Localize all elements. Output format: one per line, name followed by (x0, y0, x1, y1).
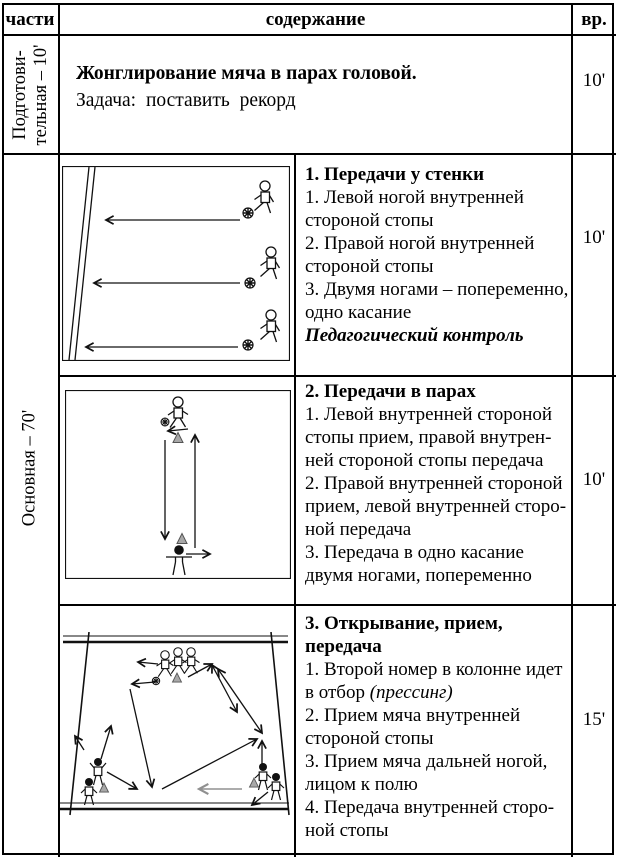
cone-icon (100, 783, 109, 792)
text-line: 1. Передачи у стенки (305, 164, 485, 185)
player-icon (183, 648, 200, 674)
text-line: 1. Второй номер в колонне идет (305, 659, 563, 680)
exercise-2-text (305, 380, 575, 587)
text-line: 2. Правой внутренней стороной (305, 473, 563, 494)
row-divider-3 (58, 604, 616, 606)
time-exercise-2: 10' (582, 469, 606, 490)
pass-arrow (138, 662, 158, 664)
soccer-ball-icon (161, 418, 169, 426)
run-arrow (101, 726, 111, 759)
warmup-title: Жонглирование мяча в парах головой. (76, 63, 417, 84)
exercise-3-text (305, 612, 575, 842)
pressing-italic: (прессинг) (369, 682, 453, 703)
text-line: 4. Передача внутренней сторо- (305, 797, 555, 818)
exercise-1-title (305, 163, 575, 186)
text-line: 3. Двумя ногами – попеременно, (305, 279, 569, 300)
exercise-2-title (305, 380, 575, 403)
exercise-3-items-b (305, 704, 575, 842)
text-line: стороной стопы (305, 728, 434, 749)
text-line: 2. Правой ногой внутренней (305, 233, 535, 254)
text-line: стороной стопы (305, 210, 434, 231)
text-line: 3. Прием мяча дальней ногой, (305, 751, 548, 772)
row-divider-1 (2, 153, 616, 155)
header-time: вр. (581, 9, 607, 30)
run-arrow (107, 772, 137, 789)
cone-icon (250, 778, 259, 787)
diagram-frame (63, 167, 290, 361)
soccer-ball-icon (243, 208, 253, 218)
exercise-3-title (305, 612, 575, 658)
header-row-divider (2, 34, 616, 36)
pass-arrow (162, 739, 257, 789)
pass-arrow (132, 682, 155, 684)
open-receive-pass-field-diagram (58, 632, 293, 837)
text-line: ней стороной стопы передача (305, 450, 544, 471)
part-label-main: Основная – 70' (19, 409, 40, 527)
time-exercise-1: 10' (582, 227, 606, 248)
header-parts: части (5, 9, 55, 30)
text-line: двумя ногами, попеременно (305, 565, 532, 586)
soccer-ball-icon (152, 677, 160, 685)
text-line: одно касание (305, 302, 412, 323)
player-icon (157, 651, 174, 677)
time-exercise-3: 15' (582, 709, 606, 730)
text-line: прием, левой внутренней сторо- (305, 496, 567, 517)
text-line: 1. Левой внутренней стороной (305, 404, 553, 425)
text-line: 3. Открывание, прием, (305, 613, 503, 634)
column-divider-diagram (294, 155, 296, 857)
exercise-2-items (305, 403, 575, 587)
time-preparatory: 10' (582, 70, 606, 91)
text-line: 3. Передача в одно касание (305, 542, 524, 563)
exercise-3-items-a (305, 658, 575, 681)
row-divider-2 (58, 375, 616, 377)
text-line: ной стопы (305, 820, 389, 841)
text-line: передача (305, 636, 382, 657)
exercise-1-text (305, 163, 575, 347)
text-line: стороной стопы (305, 256, 434, 277)
soccer-ball-icon (245, 278, 255, 288)
wall-passes-diagram (62, 166, 290, 361)
header-content: содержание (265, 9, 366, 30)
exercise-1-items (305, 186, 575, 324)
exercise-1-note: Педагогический контроль (305, 325, 524, 346)
run-arrow (130, 689, 152, 787)
player-icon (170, 648, 187, 674)
soccer-ball-icon (243, 340, 253, 350)
text-line: 1. Левой ногой внутренней (305, 187, 524, 208)
warmup-task: Задача: поставить рекорд (76, 90, 296, 111)
text-line: 2. Передачи в парах (305, 381, 476, 402)
text-line: лицом к полю (305, 774, 418, 795)
text-line: 2. Прием мяча внутренней (305, 705, 521, 726)
pass-arrow-double (218, 669, 262, 733)
warmup-content (76, 60, 556, 114)
text-line: ной передача (305, 519, 412, 540)
exercise-3-pressing-line: в отбор (прессинг) (305, 682, 453, 703)
text-line: стопы прием, правой внутрен- (305, 427, 552, 448)
part-label-preparatory: Подготови- тельная – 10' (10, 44, 51, 146)
pair-passing-diagram (65, 390, 291, 579)
pass-arrow-double (212, 665, 237, 712)
cone-icon (173, 673, 182, 682)
